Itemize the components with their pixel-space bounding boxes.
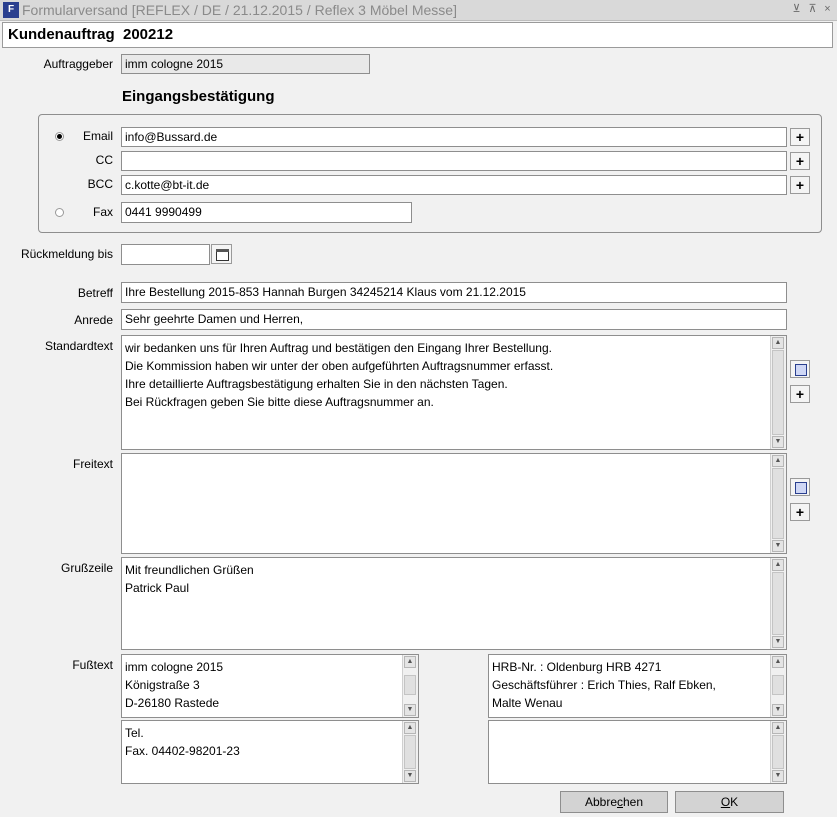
ok-label-post: K xyxy=(730,795,739,809)
freitext-add-button[interactable]: + xyxy=(790,503,810,521)
auftraggeber-field: imm cologne 2015 xyxy=(121,54,370,74)
cancel-button[interactable] xyxy=(560,791,668,813)
cc-add-button[interactable]: + xyxy=(790,152,810,170)
page-header xyxy=(2,22,833,48)
scroll-down-icon[interactable]: ▼ xyxy=(404,770,416,782)
fusstext-line: HRB-Nr. : Oldenburg HRB 4271 xyxy=(492,660,662,674)
scroll-down-icon[interactable]: ▼ xyxy=(404,704,416,716)
scroll-down-icon[interactable]: ▼ xyxy=(772,636,784,648)
close-icon[interactable]: × xyxy=(824,3,831,15)
scroll-up-icon[interactable]: ▲ xyxy=(772,722,784,734)
fusstext-line: Fax. 04402-98201-23 xyxy=(125,744,240,758)
anrede-field[interactable]: Sehr geehrte Damen und Herren, xyxy=(121,309,787,330)
scroll-up-icon[interactable]: ▲ xyxy=(772,656,784,668)
anrede-label: Anrede xyxy=(74,313,113,327)
scroll-up-icon[interactable]: ▲ xyxy=(772,337,784,349)
grusszeile-scrollbar[interactable] xyxy=(770,558,786,649)
grusszeile-label: Grußzeile xyxy=(60,561,113,575)
rueckmeldung-field[interactable] xyxy=(121,244,210,265)
grusszeile-area[interactable] xyxy=(121,557,787,650)
scrollbar-thumb[interactable] xyxy=(404,675,416,695)
cc-label: CC xyxy=(95,153,113,167)
standardtext-add-button[interactable]: + xyxy=(790,385,810,403)
fusstext-line: Königstraße 3 xyxy=(125,678,200,692)
fusstext-line: Geschäftsführer : Erich Thies, Ralf Ebken, xyxy=(492,678,716,692)
scroll-down-icon[interactable]: ▼ xyxy=(772,436,784,448)
auftraggeber-label: Auftraggeber xyxy=(43,57,113,71)
fusstext-box-1[interactable] xyxy=(121,654,419,718)
standardtext-template-button[interactable] xyxy=(790,360,810,378)
scrollbar-thumb[interactable] xyxy=(772,675,784,695)
bcc-field[interactable]: c.kotte@bt-it.de xyxy=(121,175,787,195)
standardtext-label: Standardtext xyxy=(44,339,113,353)
scroll-down-icon[interactable]: ▼ xyxy=(772,770,784,782)
scrollbar-thumb[interactable] xyxy=(404,735,416,769)
ok-accelerator: O xyxy=(720,795,731,809)
scroll-up-icon[interactable]: ▲ xyxy=(772,559,784,571)
cancel-label-post: hen xyxy=(623,795,644,809)
grusszeile-line: Mit freundlichen Grüßen xyxy=(125,563,254,577)
scroll-up-icon[interactable]: ▲ xyxy=(404,722,416,734)
freitext-area[interactable] xyxy=(121,453,787,554)
grusszeile-line: Patrick Paul xyxy=(125,581,190,595)
fusstext-line: D-26180 Rastede xyxy=(125,696,220,710)
minimize-icon[interactable]: ⊻ xyxy=(792,3,801,15)
betreff-field[interactable]: Ihre Bestellung 2015-853 Hannah Burgen 34245214 Klaus vom 21.12.2015 xyxy=(121,282,787,303)
freitext-template-button[interactable] xyxy=(790,478,810,496)
fusstext-4-scrollbar[interactable] xyxy=(770,721,786,783)
scrollbar-thumb[interactable] xyxy=(772,350,784,435)
standardtext-line: Die Kommission haben wir unter der oben aufgeführten Auftragsnummer erfasst. xyxy=(125,359,554,373)
fusstext-line: Malte Wenau xyxy=(492,696,563,710)
cancel-accelerator: c xyxy=(617,795,623,809)
standardtext-line: Bei Rückfragen geben Sie bitte diese Auftragsnummer an. xyxy=(125,395,434,409)
scrollbar-thumb[interactable] xyxy=(772,735,784,769)
fax-label: Fax xyxy=(92,205,113,219)
standardtext-line: wir bedanken uns für Ihren Auftrag und bestätigen den Eingang Ihrer Bestellung. xyxy=(125,341,552,355)
cancel-label-pre: Abbre xyxy=(584,795,617,809)
calendar-icon[interactable] xyxy=(211,244,232,264)
scroll-down-icon[interactable]: ▼ xyxy=(772,704,784,716)
email-label: Email xyxy=(82,129,113,143)
fusstext-box-3[interactable] xyxy=(121,720,419,784)
freitext-scrollbar[interactable] xyxy=(770,454,786,553)
bcc-label: BCC xyxy=(87,177,113,191)
scroll-down-icon[interactable]: ▼ xyxy=(772,540,784,552)
betreff-label: Betreff xyxy=(77,286,113,300)
ok-button[interactable] xyxy=(675,791,784,813)
app-icon: F xyxy=(3,2,19,18)
standardtext-scrollbar[interactable] xyxy=(770,336,786,449)
rueckmeldung-label: Rückmeldung bis xyxy=(20,247,113,261)
fusstext-2-scrollbar[interactable] xyxy=(770,655,786,717)
standardtext-line: Ihre detaillierte Auftragsbestätigung erhalten Sie in den nächsten Tagen. xyxy=(125,377,508,391)
page-title: Kundenauftrag 200212 xyxy=(8,26,174,43)
fusstext-box-2[interactable] xyxy=(488,654,787,718)
fax-field[interactable]: 0441 9990499 xyxy=(121,202,412,223)
fusstext-line: imm cologne 2015 xyxy=(125,660,224,674)
freitext-label: Freitext xyxy=(72,457,113,471)
standardtext-area[interactable] xyxy=(121,335,787,450)
window-title: Formularversand [REFLEX / DE / 21.12.2015 / Reflex 3 Möbel Messe] xyxy=(22,2,457,18)
fusstext-1-scrollbar[interactable] xyxy=(402,655,418,717)
scroll-up-icon[interactable]: ▲ xyxy=(404,656,416,668)
email-field[interactable]: info@Bussard.de xyxy=(121,127,787,147)
window-titlebar xyxy=(0,0,837,21)
fusstext-label: Fußtext xyxy=(72,658,113,672)
fusstext-3-scrollbar[interactable] xyxy=(402,721,418,783)
fusstext-line: Tel. xyxy=(125,726,144,740)
scrollbar-thumb[interactable] xyxy=(772,572,784,635)
scroll-up-icon[interactable]: ▲ xyxy=(772,455,784,467)
fusstext-box-4[interactable] xyxy=(488,720,787,784)
scrollbar-thumb[interactable] xyxy=(772,468,784,539)
bcc-add-button[interactable]: + xyxy=(790,176,810,194)
email-add-button[interactable]: + xyxy=(790,128,810,146)
maximize-icon[interactable]: ⊼ xyxy=(808,3,817,15)
cc-field[interactable] xyxy=(121,151,787,171)
section-title: Eingangsbestätigung xyxy=(122,88,275,105)
